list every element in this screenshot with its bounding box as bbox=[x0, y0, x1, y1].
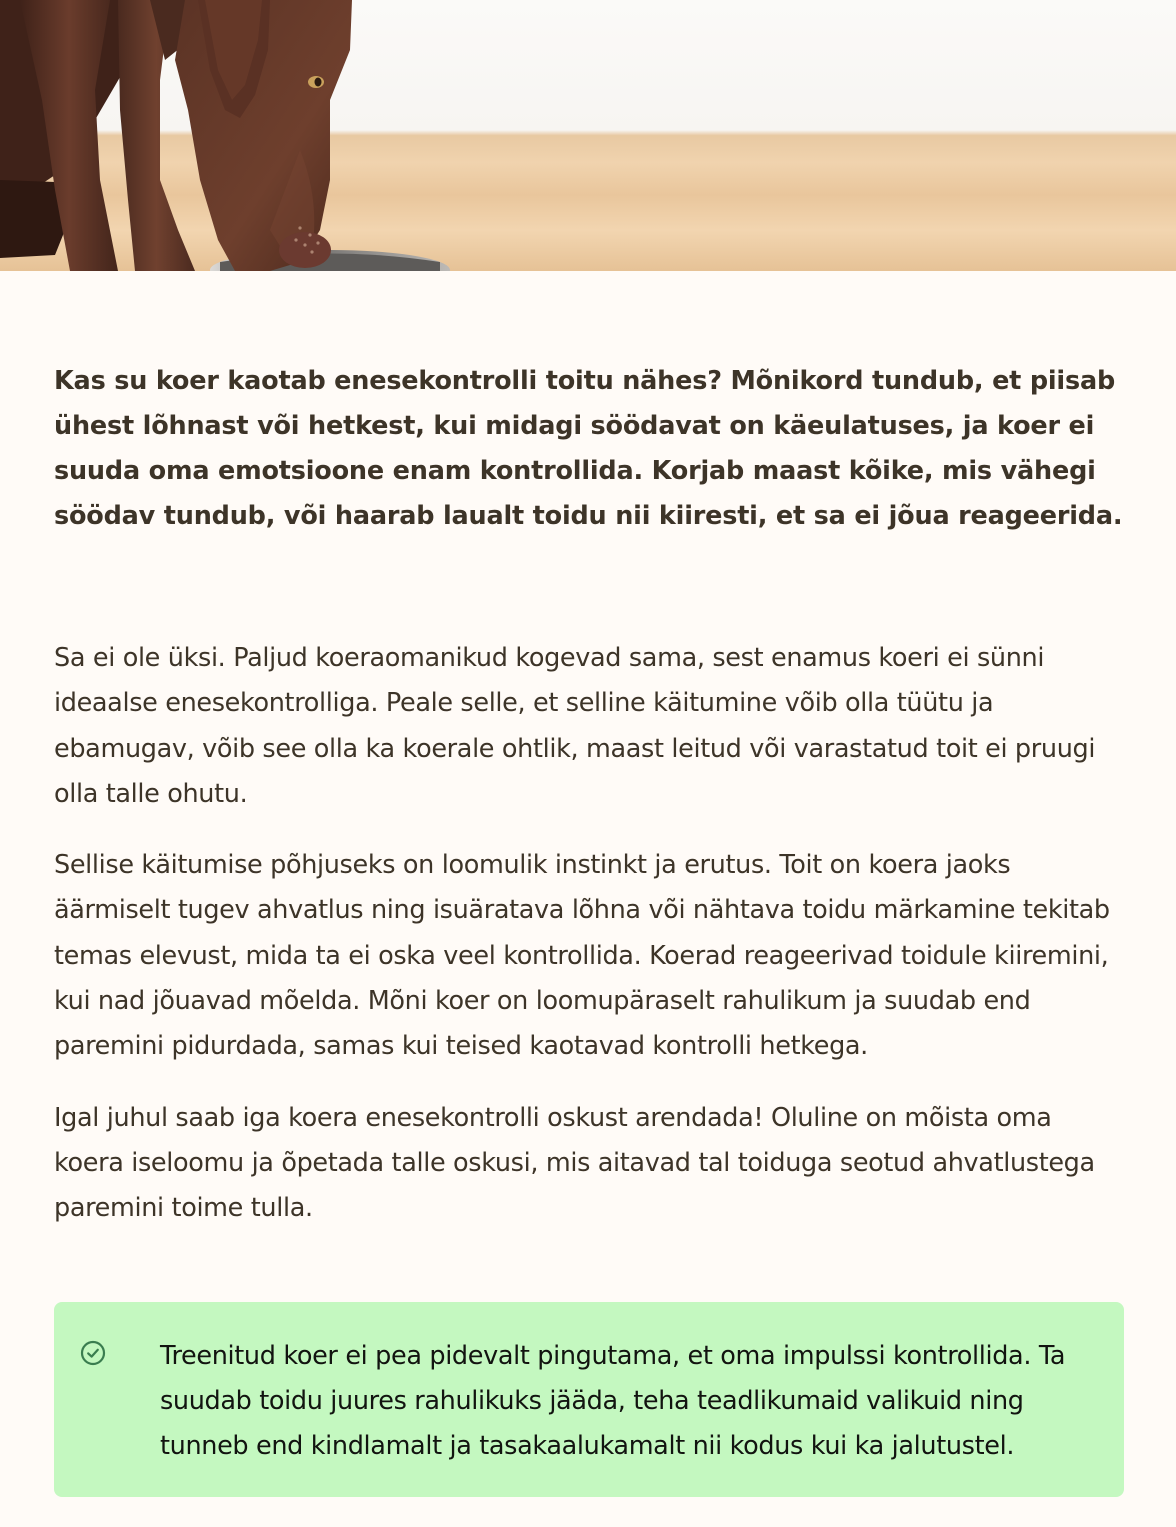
success-callout bbox=[54, 1302, 1124, 1497]
body-paragraph-2: Sellise käitumise põhjuseks on loomulik instinkt ja erutus. Toit on koera jaoks äärmiselt tugev ahvatlus ning isuäratava lõhna või nähtava toidu märkamine tekitab temas elevust, mida ta ei oska veel kontrollida. Koerad reageerivad toidule kiiremini, kui nad jõuavad mõelda. Mõni koer on loomupäraselt rahulikum ja suudab end paremini pidurdada, samas kui teised kaotavad kontrolli hetkega. bbox=[54, 850, 1110, 1062]
hero-image bbox=[0, 0, 1176, 271]
body-paragraph-1: Sa ei ole üksi. Paljud koeraomanikud kogevad sama, sest enamus koeri ei sünni ideaalse enesekontrolliga. Peale selle, et selline käitumine võib olla tüütu ja ebamugav, võib see olla ka koerale ohtlik, maast leitud või varastatud toit ei pruugi olla talle ohutu. bbox=[54, 643, 1096, 809]
dog-illustration bbox=[0, 0, 1176, 271]
callout-text: Treenitud koer ei pea pidevalt pingutama, et oma impulssi kontrollida. Ta suudab toidu juures rahulikuks jääda, teha teadlikumaid valikuid ning tunneb end kindlamalt ja tasakaalukamalt nii kodus kui ka jalutustel. bbox=[160, 1340, 1066, 1461]
body-paragraph-3: Igal juhul saab iga koera enesekontrolli oskust arendada! Oluline on mõista oma koera iseloomu ja õpetada talle oskusi, mis aitavad tal toiduga seotud ahvatlustega paremini toime tulla. bbox=[54, 1102, 1095, 1224]
article-body bbox=[54, 636, 1124, 1232]
article bbox=[0, 359, 1176, 1497]
check-circle-icon bbox=[80, 1340, 106, 1366]
lead-paragraph: Kas su koer kaotab enesekontrolli toitu nähes? Mõnikord tundub, et piisab ühest lõhnast või hetkest, kui midagi söödavat on käeulatuses, ja koer ei suuda oma emotsioone enam kontrollida. Korjab maast kõike, mis vähegi söödav tundub, või haarab laualt toidu nii kiiresti, et sa ei jõua reageerida. bbox=[54, 366, 1123, 531]
